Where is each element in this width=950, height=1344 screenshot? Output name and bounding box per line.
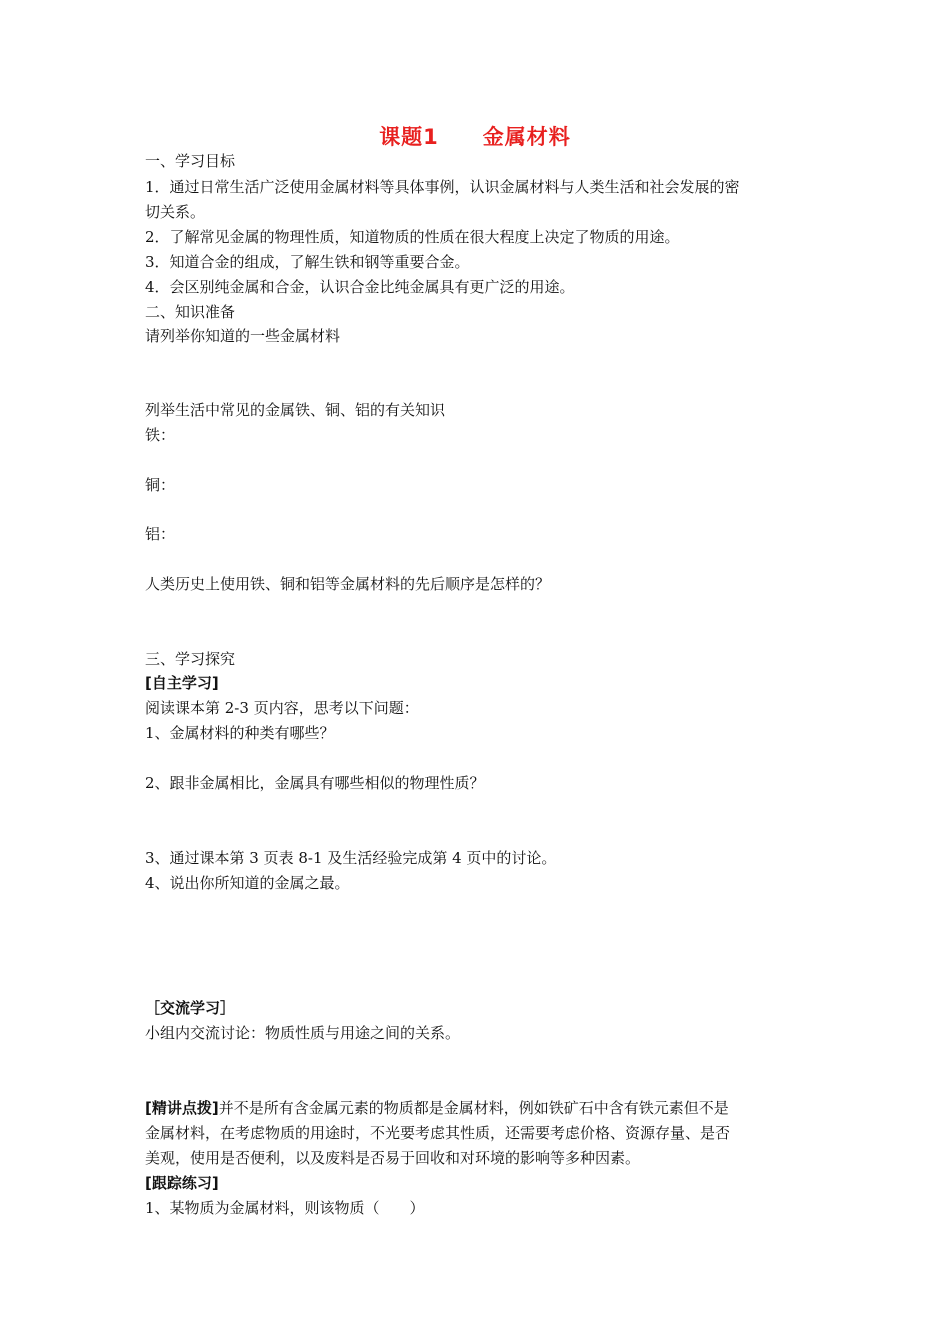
question-2: 2、跟非金属相比，金属具有哪些相似的物理性质？ <box>145 774 485 792</box>
page-title: 课题1 金属材料 <box>379 125 571 149</box>
tag-follow-up-practice: [跟踪练习] <box>145 1174 219 1192</box>
prep-question-history-order: 人类历史上使用铁、铜和铝等金属材料的先后顺序是怎样的？ <box>145 575 551 593</box>
explanation-line-1 <box>145 1096 815 1121</box>
tag-self-study: [自主学习] <box>145 674 219 692</box>
objective-1-line-2: 切关系。 <box>145 203 206 221</box>
tag-key-explanation: [精讲点拨] <box>145 1099 219 1117</box>
section-heading-objectives: 一、学习目标 <box>145 152 236 170</box>
prep-question-metal-materials: 请列举你知道的一些金属材料 <box>145 327 341 345</box>
objective-3: 3．知道合金的组成，了解生铁和钢等重要合金。 <box>145 253 470 271</box>
explanation-text-1: 并不是所有含金属元素的物质都是金属材料，例如铁矿石中含有铁元素但不是 <box>218 1099 729 1117</box>
objective-2: 2．了解常见金属的物理性质，知道物质的性质在很大程度上决定了物质的用途。 <box>145 228 680 246</box>
prep-question-common-metals: 列举生活中常见的金属铁、铜、铝的有关知识 <box>145 401 446 419</box>
tag-exchange-study: ［交流学习］ <box>145 999 236 1017</box>
reading-instruction: 阅读课本第 2-3 页内容，思考以下问题： <box>145 699 419 717</box>
section-heading-preparation: 二、知识准备 <box>145 303 236 321</box>
objective-1-line-1: 1．通过日常生活广泛使用金属材料等具体事例，认识金属材料与人类生活和社会发展的密 <box>145 178 740 196</box>
practice-question-1: 1、某物质为金属材料，则该物质（ ） <box>145 1199 425 1217</box>
label-iron: 铁： <box>145 426 176 444</box>
explanation-line-3: 美观，使用是否便利，以及废料是否易于回收和对环境的影响等多种因素。 <box>145 1149 641 1167</box>
question-3: 3、通过课本第 3 页表 8-1 及生活经验完成第 4 页中的讨论。 <box>145 849 557 867</box>
section-heading-inquiry: 三、学习探究 <box>145 650 236 668</box>
exchange-text: 小组内交流讨论：物质性质与用途之间的关系。 <box>145 1024 461 1042</box>
explanation-line-2: 金属材料，在考虑物质的用途时，不光要考虑其性质，还需要考虑价格、资源存量、是否 <box>145 1124 731 1142</box>
label-copper: 铜： <box>145 476 176 494</box>
objective-4: 4．会区别纯金属和合金，认识合金比纯金属具有更广泛的用途。 <box>145 278 575 296</box>
label-aluminum: 铝： <box>145 525 176 543</box>
question-4: 4、说出你所知道的金属之最。 <box>145 874 350 892</box>
question-1: 1、金属材料的种类有哪些？ <box>145 724 335 742</box>
